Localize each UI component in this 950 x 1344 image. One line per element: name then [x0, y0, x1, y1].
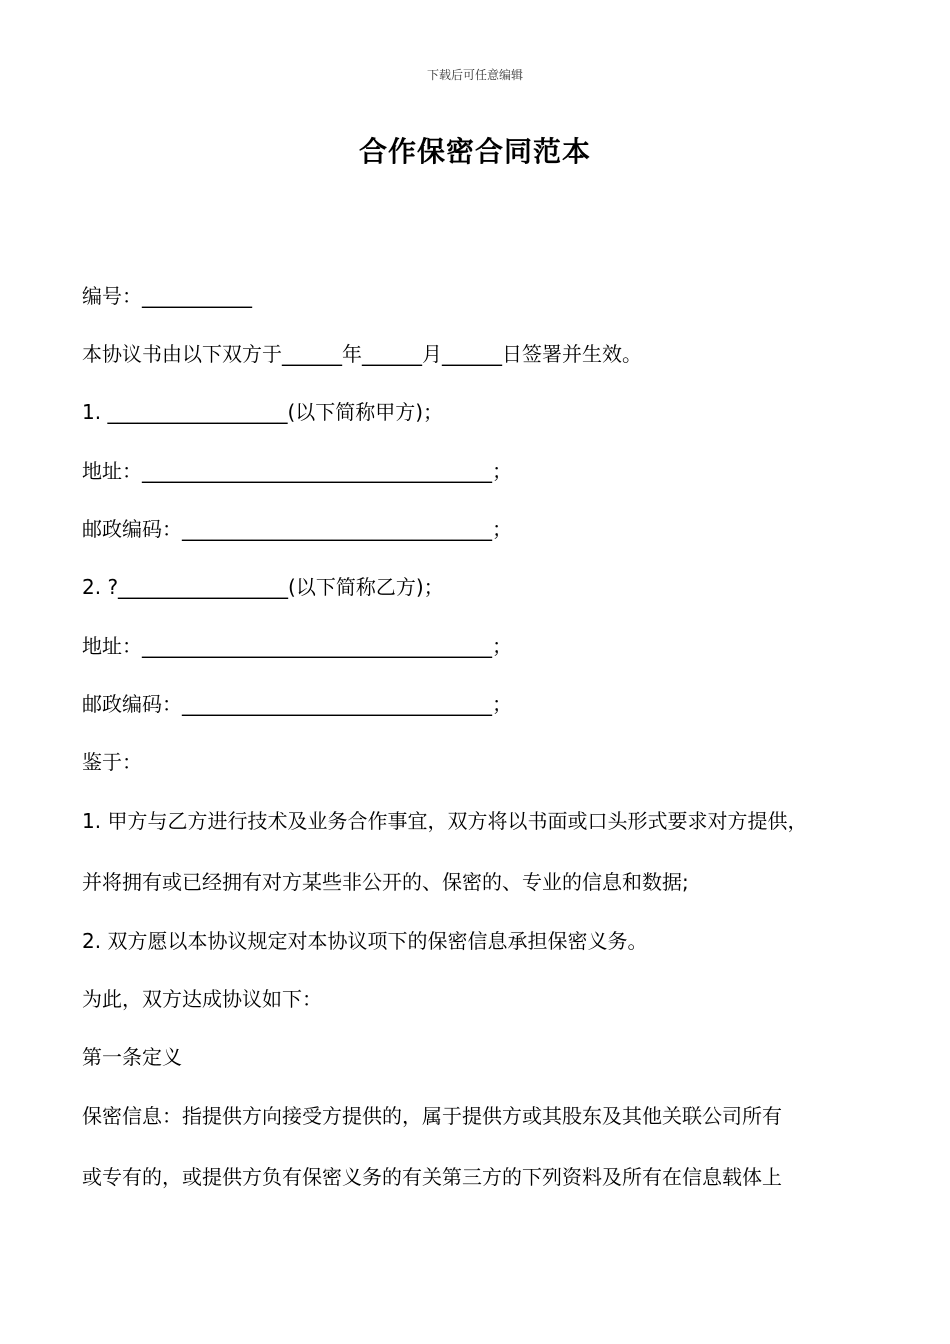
whereas-clause-1-part-1: 1. 甲方与乙方进行技术及业务合作事宜，双方将以书面或口头形式要求对方提供， [82, 809, 808, 833]
header-note: 下载后可任意编辑 [426, 68, 523, 82]
party-b-postcode-line: 邮政编码：_______________________________； [82, 692, 512, 716]
article-1-heading: 第一条定义 [82, 1045, 182, 1069]
whereas-clause-2: 2. 双方愿以本协议规定对本协议项下的保密信息承担保密义务。 [82, 929, 648, 953]
whereas-clause-1-part-2: 并将拥有或已经拥有对方某些非公开的、保密的、专业的信息和数据; [82, 870, 689, 894]
party-b-address-line: 地址：___________________________________； [82, 634, 512, 658]
whereas-heading: 鉴于： [82, 750, 142, 774]
party-a-name-line: 1. __________________(以下简称甲方)； [82, 400, 444, 424]
party-b-name-line: 2. ?_________________(以下简称乙方)； [82, 575, 444, 599]
party-a-address-line: 地址：___________________________________； [82, 459, 512, 483]
contract-number-line: 编号：___________ [82, 284, 252, 308]
party-a-postcode-line: 邮政编码：_______________________________； [82, 517, 512, 541]
agreement-intro-line: 为此，双方达成协议如下： [82, 987, 322, 1011]
document-title: 合作保密合同范本 [358, 135, 591, 168]
definition-paragraph-line-2: 或专有的，或提供方负有保密义务的有关第三方的下列资料及所有在信息载体上 [82, 1165, 782, 1189]
effective-date-line: 本协议书由以下双方于______年______月______日签署并生效。 [82, 342, 642, 366]
definition-paragraph-line-1: 保密信息：指提供方向接受方提供的，属于提供方或其股东及其他关联公司所有 [82, 1104, 782, 1128]
